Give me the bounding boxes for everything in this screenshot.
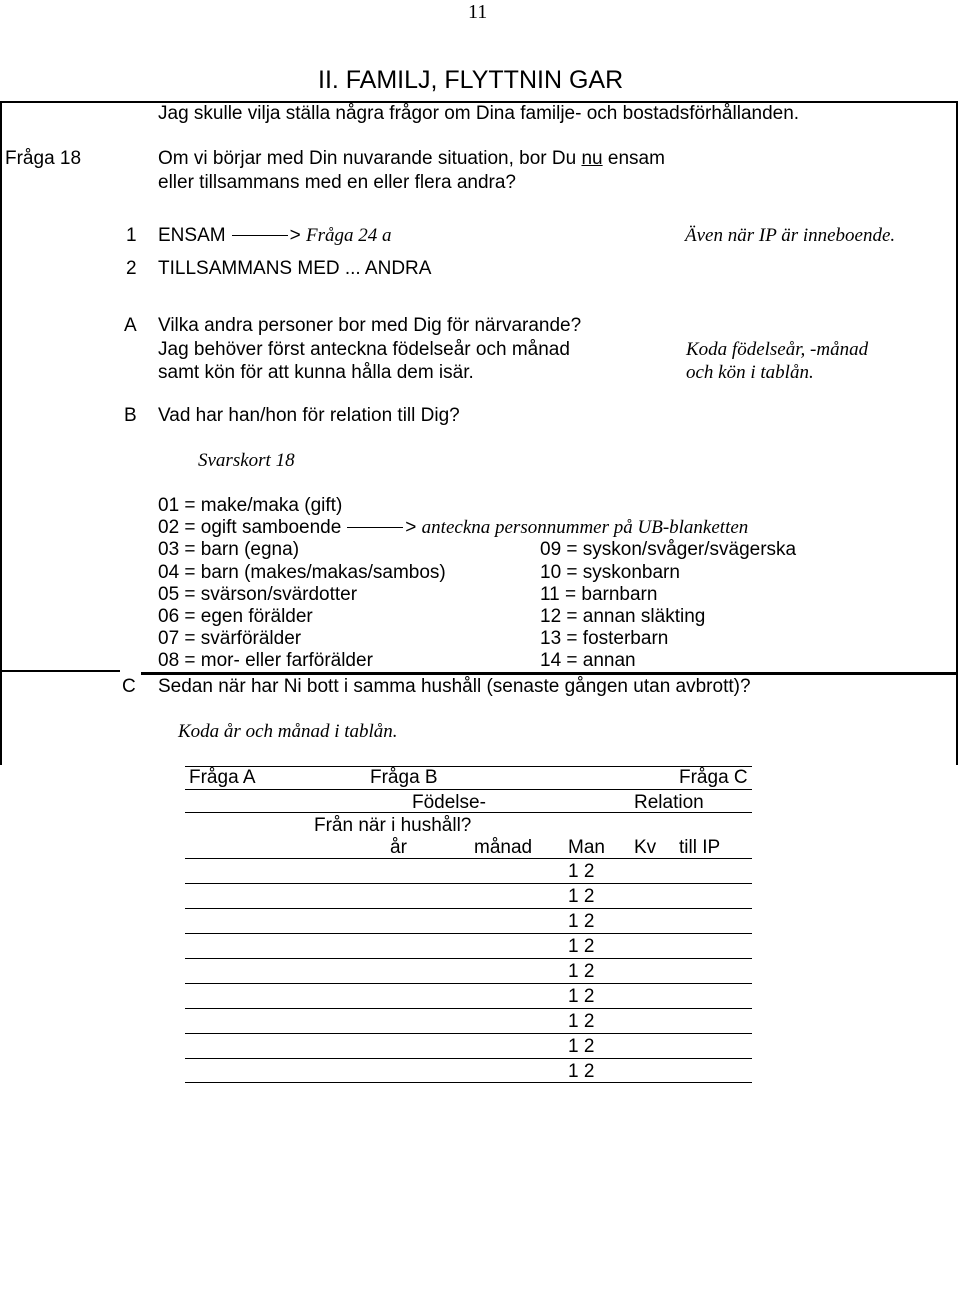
arrow-line xyxy=(232,235,288,236)
question-line-1: Om vi börjar med Din nuvarande situation, bor Du nu ensam xyxy=(158,148,665,169)
code-left: 07 = svärförälder xyxy=(158,628,302,649)
table-line xyxy=(185,933,752,934)
table-row-sex-code: 1 2 xyxy=(568,861,595,882)
table-line xyxy=(185,1058,752,1059)
table-col-kv: Kv xyxy=(634,837,657,858)
table-row-sex-code: 1 2 xyxy=(568,911,595,932)
code-left: 05 = svärson/svärdotter xyxy=(158,584,358,605)
table-line xyxy=(185,1082,752,1083)
part-c-question: Sedan när har Ni bott i samma hushåll (senaste gången utan avbrott)? xyxy=(158,676,751,697)
part-a-line-3: samt kön för att kunna hålla dem isär. xyxy=(158,362,474,383)
table-line xyxy=(185,958,752,959)
option-1-code: 1 xyxy=(126,225,137,246)
table-header-fraga-b: Fråga B xyxy=(370,767,438,788)
table-header-fraga-c: Fråga C xyxy=(679,767,748,788)
table-subheader-fodelse: Födelse- xyxy=(412,792,486,813)
table-row-sex-code: 1 2 xyxy=(568,961,595,982)
table-line xyxy=(185,908,752,909)
code-left: 06 = egen förälder xyxy=(158,606,313,627)
option-1-label: ENSAM > Fråga 24 a xyxy=(158,225,392,246)
part-b-letter: B xyxy=(124,405,137,426)
table-row-sex-code: 1 2 xyxy=(568,986,595,1007)
section-title: II. FAMILJ, FLYTTNIN GAR xyxy=(318,66,624,94)
question-label: Fråga 18 xyxy=(5,148,82,169)
arrow-line xyxy=(347,527,403,528)
separator-main xyxy=(141,672,958,675)
option-2-code: 2 xyxy=(126,258,137,279)
code-right: 09 = syskon/svåger/svägerska xyxy=(540,539,797,560)
table-subheader-relation: Relation xyxy=(634,792,704,813)
table-subheader-fran-nar: Från när i hushåll? xyxy=(314,815,472,836)
option-2-label: TILLSAMMANS MED ... ANDRA xyxy=(158,258,432,279)
table-row-sex-code: 1 2 xyxy=(568,1011,595,1032)
code-right: 13 = fosterbarn xyxy=(540,628,669,649)
table-line xyxy=(185,1033,752,1034)
table-line xyxy=(185,983,752,984)
table-line xyxy=(185,858,752,859)
table-col-till-ip: till IP xyxy=(679,837,721,858)
option-1-note: Även när IP är inneboende. xyxy=(685,225,896,246)
part-c-letter: C xyxy=(122,676,136,697)
answer-card-label: Svarskort 18 xyxy=(198,450,295,471)
part-c-note: Koda år och månad i tablån. xyxy=(178,721,398,742)
part-b-question: Vad har han/hon för relation till Dig? xyxy=(158,405,460,426)
table-line xyxy=(185,883,752,884)
code-01: 01 = make/maka (gift) xyxy=(158,495,343,516)
page-number: 11 xyxy=(468,1,488,23)
table-row-sex-code: 1 2 xyxy=(568,936,595,957)
code-right: 12 = annan släkting xyxy=(540,606,706,627)
code-left: 03 = barn (egna) xyxy=(158,539,300,560)
table-col-ar: år xyxy=(390,837,407,858)
code-02: 02 = ogift samboende > anteckna personnummer på UB-blanketten xyxy=(158,517,749,538)
code-right: 14 = annan xyxy=(540,650,636,671)
code-right: 10 = syskonbarn xyxy=(540,562,680,583)
table-row-sex-code: 1 2 xyxy=(568,1036,595,1057)
frame-left-line xyxy=(0,101,2,765)
table-col-man: Man xyxy=(568,837,605,858)
table-row-sex-code: 1 2 xyxy=(568,1061,595,1082)
table-col-manad: månad xyxy=(474,837,533,858)
part-a-note-2: och kön i tablån. xyxy=(686,362,814,383)
question-line-2: eller tillsammans med en eller flera andra? xyxy=(158,172,516,193)
code-left: 08 = mor- eller farförälder xyxy=(158,650,373,671)
part-a-note-1: Koda födelseår, -månad xyxy=(686,339,869,360)
table-line xyxy=(185,766,752,767)
separator-left xyxy=(0,670,120,672)
table-row-sex-code: 1 2 xyxy=(568,886,595,907)
intro-text: Jag skulle vilja ställa några frågor om Dina familje- och bostadsförhållanden. xyxy=(158,103,800,124)
table-line xyxy=(185,1008,752,1009)
frame-right-line xyxy=(956,101,958,765)
code-left: 04 = barn (makes/makas/sambos) xyxy=(158,562,446,583)
part-a-letter: A xyxy=(124,315,137,336)
part-a-line-1: Vilka andra personer bor med Dig för närvarande? xyxy=(158,315,582,336)
code-right: 11 = barnbarn xyxy=(540,584,658,605)
table-header-fraga-a: Fråga A xyxy=(189,767,256,788)
part-a-line-2: Jag behöver först anteckna födelseår och månad xyxy=(158,339,570,360)
table-line xyxy=(185,789,752,790)
